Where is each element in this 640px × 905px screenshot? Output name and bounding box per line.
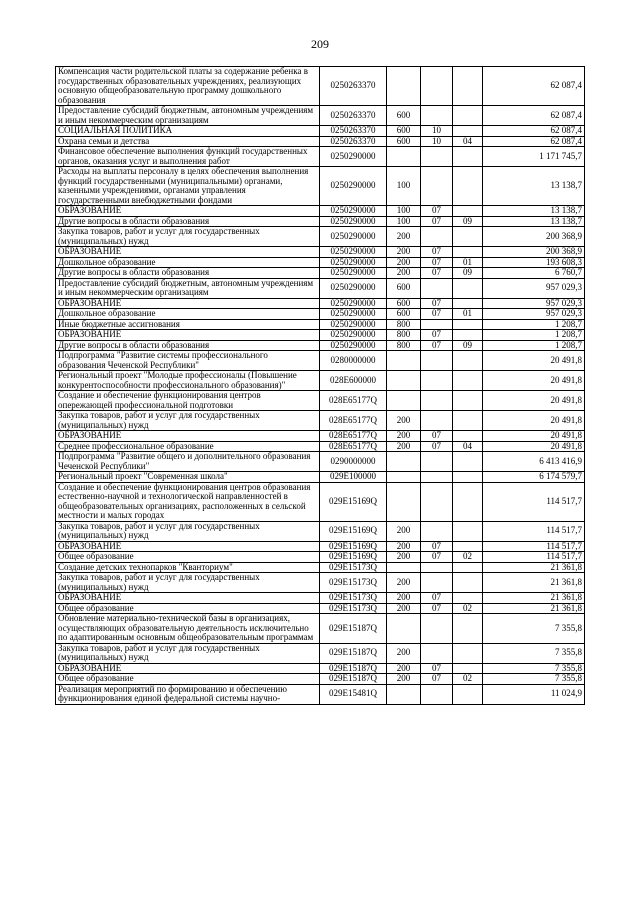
table-row: [56, 298, 585, 309]
row-amount: 6 413 416,9: [483, 452, 585, 472]
row-amount: 6 174 579,7: [483, 472, 585, 483]
row-subsection: [453, 67, 483, 106]
table-row: [56, 643, 585, 663]
row-section: 07: [421, 340, 453, 351]
row-subsection: [453, 147, 483, 167]
row-expense-type: [387, 452, 421, 472]
row-target-code: 029E15173Q: [320, 603, 387, 614]
row-target-code: 0250290000: [320, 298, 387, 309]
table-row: [56, 126, 585, 137]
row-target-code: 029E15187Q: [320, 643, 387, 663]
row-amount: 957 029,3: [483, 278, 585, 298]
row-section: 07: [421, 257, 453, 268]
row-target-code: 029E15187Q: [320, 614, 387, 644]
table-row: [56, 603, 585, 614]
table-row: [56, 391, 585, 411]
row-name: Закупка товаров, работ и услуг для государственных (муниципальных) нужд: [56, 521, 320, 541]
table-row: [56, 593, 585, 604]
row-section: 07: [421, 663, 453, 674]
row-target-code: 028E65177Q: [320, 441, 387, 452]
row-target-code: 0250290000: [320, 330, 387, 341]
row-target-code: 0250263370: [320, 126, 387, 137]
row-expense-type: 200: [387, 268, 421, 279]
row-expense-type: [387, 351, 421, 371]
row-expense-type: 200: [387, 257, 421, 268]
row-subsection: 02: [453, 603, 483, 614]
row-section: [421, 319, 453, 330]
row-subsection: [453, 562, 483, 573]
table-row: [56, 482, 585, 521]
row-target-code: 0250263370: [320, 136, 387, 147]
row-name: ОБРАЗОВАНИЕ: [56, 206, 320, 217]
row-target-code: 0250290000: [320, 247, 387, 258]
row-expense-type: 100: [387, 216, 421, 227]
row-amount: 114 517,7: [483, 521, 585, 541]
row-section: 07: [421, 674, 453, 685]
row-name: Иные бюджетные ассигнования: [56, 319, 320, 330]
row-expense-type: [387, 614, 421, 644]
table-row: [56, 309, 585, 320]
table-row: [56, 411, 585, 431]
row-subsection: [453, 126, 483, 137]
row-section: 07: [421, 593, 453, 604]
row-name: Другие вопросы в области образования: [56, 268, 320, 279]
table-row: [56, 684, 585, 704]
row-name: Создание детских технопарков "Кванториум": [56, 562, 320, 573]
row-expense-type: 200: [387, 227, 421, 247]
row-section: 10: [421, 136, 453, 147]
row-expense-type: 200: [387, 411, 421, 431]
row-subsection: 09: [453, 216, 483, 227]
row-subsection: [453, 472, 483, 483]
row-amount: 20 491,8: [483, 411, 585, 431]
row-section: [421, 227, 453, 247]
row-subsection: 02: [453, 552, 483, 563]
row-name: Общее образование: [56, 552, 320, 563]
row-amount: 7 355,8: [483, 614, 585, 644]
row-section: [421, 562, 453, 573]
row-target-code: 029E15169Q: [320, 482, 387, 521]
row-name: ОБРАЗОВАНИЕ: [56, 663, 320, 674]
table-row: [56, 541, 585, 552]
row-section: 07: [421, 298, 453, 309]
row-subsection: [453, 411, 483, 431]
row-name: Региональный проект "Молодые профессионалы (Повышение конкурентоспособности профессионального образования)": [56, 371, 320, 391]
row-section: [421, 452, 453, 472]
row-expense-type: [387, 472, 421, 483]
row-section: [421, 67, 453, 106]
row-subsection: [453, 593, 483, 604]
table-row: [56, 351, 585, 371]
row-expense-type: 200: [387, 643, 421, 663]
row-amount: 7 355,8: [483, 663, 585, 674]
row-section: [421, 411, 453, 431]
table-row: [56, 663, 585, 674]
row-amount: 1 208,7: [483, 319, 585, 330]
row-amount: 193 608,3: [483, 257, 585, 268]
row-target-code: 029E15481Q: [320, 684, 387, 704]
row-expense-type: 600: [387, 309, 421, 320]
table-row: [56, 340, 585, 351]
row-section: 07: [421, 268, 453, 279]
row-expense-type: 200: [387, 247, 421, 258]
row-target-code: 0250290000: [320, 227, 387, 247]
row-name: ОБРАЗОВАНИЕ: [56, 541, 320, 552]
table-row: [56, 552, 585, 563]
budget-table-body: [56, 67, 585, 705]
row-name: Дошкольное образование: [56, 309, 320, 320]
row-target-code: 029E100000: [320, 472, 387, 483]
table-row: [56, 227, 585, 247]
row-subsection: [453, 351, 483, 371]
row-subsection: 01: [453, 309, 483, 320]
row-amount: 62 087,4: [483, 106, 585, 126]
table-row: [56, 167, 585, 206]
budget-table: [55, 66, 585, 705]
row-amount: 20 491,8: [483, 391, 585, 411]
row-section: [421, 684, 453, 704]
row-amount: 13 138,7: [483, 167, 585, 206]
row-name: Создание и обеспечение функционирования центров образования естественно-научной и технологической направленностей в общеобразовательных организациях, расположенных в сельской местности и малых городах: [56, 482, 320, 521]
row-name: Общее образование: [56, 674, 320, 685]
row-expense-type: [387, 684, 421, 704]
row-target-code: 029E15173Q: [320, 593, 387, 604]
row-expense-type: 200: [387, 552, 421, 563]
row-target-code: 029E15187Q: [320, 674, 387, 685]
row-subsection: 09: [453, 340, 483, 351]
row-subsection: [453, 247, 483, 258]
row-name: ОБРАЗОВАНИЕ: [56, 247, 320, 258]
row-subsection: [453, 106, 483, 126]
row-amount: 20 491,8: [483, 351, 585, 371]
table-row: [56, 257, 585, 268]
row-amount: 62 087,4: [483, 136, 585, 147]
row-expense-type: 200: [387, 593, 421, 604]
row-name: Закупка товаров, работ и услуг для государственных (муниципальных) нужд: [56, 411, 320, 431]
row-subsection: [453, 330, 483, 341]
row-expense-type: 200: [387, 603, 421, 614]
row-name: Региональный проект "Современная школа": [56, 472, 320, 483]
row-expense-type: 600: [387, 298, 421, 309]
table-row: [56, 472, 585, 483]
table-row: [56, 67, 585, 106]
row-target-code: 029E15169Q: [320, 541, 387, 552]
row-section: [421, 472, 453, 483]
row-target-code: 0250263370: [320, 67, 387, 106]
row-target-code: 028E600000: [320, 371, 387, 391]
row-target-code: 029E15187Q: [320, 663, 387, 674]
row-name: Охрана семьи и детства: [56, 136, 320, 147]
row-target-code: 029E15173Q: [320, 573, 387, 593]
row-name: Предоставление субсидий бюджетным, автономным учреждениям и иным некоммерческим организациям: [56, 278, 320, 298]
row-section: 07: [421, 330, 453, 341]
row-name: Закупка товаров, работ и услуг для государственных (муниципальных) нужд: [56, 643, 320, 663]
row-subsection: [453, 541, 483, 552]
row-name: Расходы на выплаты персоналу в целях обеспечения выполнения функций государственными (муниципальными) органами, казенными учреждениями, органами управления государственными внебюджетными фондами: [56, 167, 320, 206]
row-subsection: [453, 298, 483, 309]
row-section: [421, 147, 453, 167]
row-subsection: 02: [453, 674, 483, 685]
row-name: ОБРАЗОВАНИЕ: [56, 298, 320, 309]
row-section: [421, 573, 453, 593]
row-subsection: [453, 206, 483, 217]
row-subsection: [453, 573, 483, 593]
row-amount: 114 517,7: [483, 552, 585, 563]
row-subsection: [453, 614, 483, 644]
table-row: [56, 573, 585, 593]
row-section: 07: [421, 441, 453, 452]
row-target-code: 0250290000: [320, 278, 387, 298]
row-name: Подпрограмма "Развитие общего и дополнительного образования Чеченской Республики": [56, 452, 320, 472]
row-target-code: 029E15169Q: [320, 521, 387, 541]
row-amount: 1 171 745,7: [483, 147, 585, 167]
row-expense-type: [387, 67, 421, 106]
page-number: 209: [311, 37, 329, 51]
row-section: 07: [421, 247, 453, 258]
row-amount: 1 208,7: [483, 340, 585, 351]
row-section: 07: [421, 206, 453, 217]
row-amount: 21 361,8: [483, 593, 585, 604]
row-target-code: 028E65177Q: [320, 411, 387, 431]
table-row: [56, 614, 585, 644]
row-section: [421, 371, 453, 391]
row-name: ОБРАЗОВАНИЕ: [56, 431, 320, 442]
row-name: Закупка товаров, работ и услуг для государственных (муниципальных) нужд: [56, 573, 320, 593]
row-target-code: 0250290000: [320, 268, 387, 279]
row-subsection: [453, 452, 483, 472]
row-name: ОБРАЗОВАНИЕ: [56, 593, 320, 604]
row-target-code: 0250263370: [320, 106, 387, 126]
table-row: [56, 330, 585, 341]
row-name: Общее образование: [56, 603, 320, 614]
row-target-code: 0250290000: [320, 167, 387, 206]
row-target-code: 0290000000: [320, 452, 387, 472]
row-expense-type: 100: [387, 206, 421, 217]
row-expense-type: 200: [387, 441, 421, 452]
row-name: Компенсация части родительской платы за содержание ребенка в государственных образовательных учреждениях, реализующих основную общеобразовательную программу дошкольного образования: [56, 67, 320, 106]
row-name: Закупка товаров, работ и услуг для государственных (муниципальных) нужд: [56, 227, 320, 247]
row-expense-type: 600: [387, 126, 421, 137]
row-name: Предоставление субсидий бюджетным, автономным учреждениям и иным некоммерческим организациям: [56, 106, 320, 126]
table-row: [56, 371, 585, 391]
row-name: Другие вопросы в области образования: [56, 216, 320, 227]
table-row: [56, 247, 585, 258]
row-name: Среднее профессиональное образование: [56, 441, 320, 452]
row-name: СОЦИАЛЬНАЯ ПОЛИТИКА: [56, 126, 320, 137]
row-expense-type: 200: [387, 674, 421, 685]
row-expense-type: 600: [387, 278, 421, 298]
row-target-code: 0250290000: [320, 319, 387, 330]
table-row: [56, 206, 585, 217]
row-amount: 957 029,3: [483, 309, 585, 320]
row-amount: 114 517,7: [483, 541, 585, 552]
table-row: [56, 452, 585, 472]
row-target-code: 0250290000: [320, 257, 387, 268]
row-expense-type: 800: [387, 340, 421, 351]
row-target-code: 0250290000: [320, 147, 387, 167]
row-amount: 62 087,4: [483, 67, 585, 106]
row-subsection: 01: [453, 257, 483, 268]
table-row: [56, 431, 585, 442]
row-amount: 20 491,8: [483, 371, 585, 391]
row-section: [421, 482, 453, 521]
row-target-code: 029E15173Q: [320, 562, 387, 573]
row-amount: 11 024,9: [483, 684, 585, 704]
row-section: 07: [421, 541, 453, 552]
row-amount: 13 138,7: [483, 206, 585, 217]
row-section: 07: [421, 552, 453, 563]
table-row: [56, 521, 585, 541]
row-expense-type: 600: [387, 106, 421, 126]
row-expense-type: [387, 482, 421, 521]
row-name: Реализация мероприятий по формированию и обеспечению функционирования единой федеральной системы научно-: [56, 684, 320, 704]
row-name: Подпрограмма "Развитие системы профессионального образования Чеченской Республики": [56, 351, 320, 371]
row-subsection: [453, 278, 483, 298]
row-subsection: [453, 431, 483, 442]
row-expense-type: 200: [387, 663, 421, 674]
row-amount: 200 368,9: [483, 227, 585, 247]
row-expense-type: 600: [387, 136, 421, 147]
table-row: [56, 106, 585, 126]
table-row: [56, 562, 585, 573]
row-expense-type: 800: [387, 330, 421, 341]
row-target-code: 028E65177Q: [320, 391, 387, 411]
row-expense-type: 200: [387, 521, 421, 541]
table-row: [56, 278, 585, 298]
row-expense-type: [387, 391, 421, 411]
row-amount: 21 361,8: [483, 562, 585, 573]
row-amount: 6 760,7: [483, 268, 585, 279]
row-amount: 13 138,7: [483, 216, 585, 227]
row-subsection: [453, 521, 483, 541]
row-name: ОБРАЗОВАНИЕ: [56, 330, 320, 341]
row-amount: 62 087,4: [483, 126, 585, 137]
row-section: [421, 167, 453, 206]
row-expense-type: 100: [387, 167, 421, 206]
row-amount: 7 355,8: [483, 643, 585, 663]
table-row: [56, 268, 585, 279]
row-subsection: 09: [453, 268, 483, 279]
row-amount: 114 517,7: [483, 482, 585, 521]
row-expense-type: [387, 371, 421, 391]
row-name: Финансовое обеспечение выполнения функций государственных органов, оказания услуг и выполнения работ: [56, 147, 320, 167]
row-subsection: 04: [453, 136, 483, 147]
row-section: 07: [421, 431, 453, 442]
row-target-code: 0250290000: [320, 216, 387, 227]
table-row: [56, 319, 585, 330]
table-row: [56, 674, 585, 685]
row-amount: 200 368,9: [483, 247, 585, 258]
row-amount: 957 029,3: [483, 298, 585, 309]
row-name: Дошкольное образование: [56, 257, 320, 268]
row-subsection: [453, 643, 483, 663]
row-target-code: 0280000000: [320, 351, 387, 371]
row-section: 07: [421, 309, 453, 320]
row-subsection: [453, 482, 483, 521]
row-subsection: 04: [453, 441, 483, 452]
row-subsection: [453, 391, 483, 411]
row-subsection: [453, 371, 483, 391]
row-amount: 20 491,8: [483, 431, 585, 442]
row-section: 07: [421, 216, 453, 227]
row-section: [421, 614, 453, 644]
row-expense-type: 200: [387, 431, 421, 442]
row-section: 07: [421, 603, 453, 614]
row-section: [421, 351, 453, 371]
row-section: [421, 391, 453, 411]
table-row: [56, 216, 585, 227]
row-name: Создание и обеспечение функционирования центров опережающей профессиональной подготовки: [56, 391, 320, 411]
row-section: [421, 521, 453, 541]
row-expense-type: 800: [387, 319, 421, 330]
row-subsection: [453, 227, 483, 247]
row-amount: 21 361,8: [483, 603, 585, 614]
row-amount: 20 491,8: [483, 441, 585, 452]
row-expense-type: 200: [387, 541, 421, 552]
row-subsection: [453, 663, 483, 674]
row-section: [421, 643, 453, 663]
row-target-code: 0250290000: [320, 340, 387, 351]
row-target-code: 0250290000: [320, 309, 387, 320]
row-target-code: 029E15169Q: [320, 552, 387, 563]
table-row: [56, 136, 585, 147]
row-subsection: [453, 319, 483, 330]
table-row: [56, 147, 585, 167]
row-expense-type: [387, 147, 421, 167]
row-name: Другие вопросы в области образования: [56, 340, 320, 351]
row-section: 10: [421, 126, 453, 137]
row-amount: 1 208,7: [483, 330, 585, 341]
row-subsection: [453, 684, 483, 704]
row-expense-type: [387, 562, 421, 573]
row-subsection: [453, 167, 483, 206]
row-amount: 21 361,8: [483, 573, 585, 593]
table-row: [56, 441, 585, 452]
row-section: [421, 278, 453, 298]
row-section: [421, 106, 453, 126]
row-expense-type: 200: [387, 573, 421, 593]
row-amount: 7 355,8: [483, 674, 585, 685]
row-name: Обновление материально-технической базы в организациях, осуществляющих образовательную деятельность исключительно по адаптированным основным общеобразовательным программам: [56, 614, 320, 644]
row-target-code: 028E65177Q: [320, 431, 387, 442]
row-target-code: 0250290000: [320, 206, 387, 217]
